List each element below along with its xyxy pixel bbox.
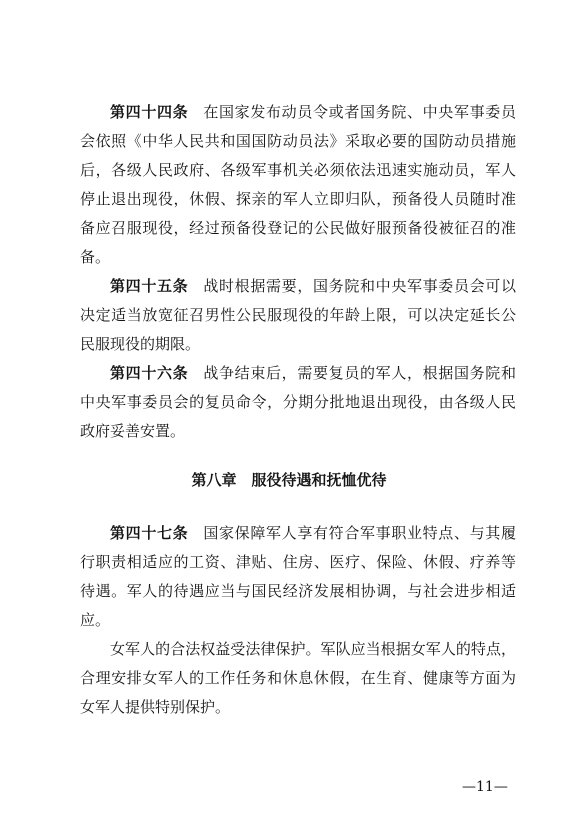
line-text: 女军人提供特别保护。 xyxy=(80,698,231,716)
line-text: 待遇。军人的待遇应当与国民经济发展相协调，与社会进步相适 xyxy=(80,582,516,600)
line-text: 备应召服现役，经过预备役登记的公民做好服预备役被征召的准 xyxy=(80,219,516,237)
paragraph-line xyxy=(80,127,516,156)
line-text: 备。 xyxy=(80,248,111,266)
line-text: 应。 xyxy=(80,611,111,629)
article-label: 第四十五条 xyxy=(110,277,189,295)
article-label: 第四十四条 xyxy=(110,103,189,121)
paragraph-line xyxy=(80,272,516,301)
document-body xyxy=(80,98,516,722)
paragraph-line xyxy=(80,98,516,127)
paragraph-line xyxy=(80,243,516,272)
paragraph-line xyxy=(80,577,516,606)
article-paragraph xyxy=(80,98,516,272)
line-text: 会依照《中华人民共和国国防动员法》采取必要的国防动员措施 xyxy=(80,132,516,150)
articles-before-chapter xyxy=(80,98,516,446)
line-text: 行职责相适应的工资、津贴、住房、医疗、保险、休假、疗养等 xyxy=(80,553,516,571)
line-text: 停止退出现役，休假、探亲的军人立即归队，预备役人员随时准 xyxy=(80,190,516,208)
line-text: 在国家发布动员令或者国务院、中央军事委员 xyxy=(203,103,516,121)
paragraph-line xyxy=(80,664,516,693)
paragraph-line xyxy=(80,417,516,446)
article-paragraph xyxy=(80,519,516,635)
article-label: 第四十六条 xyxy=(110,364,189,382)
paragraph-line xyxy=(80,156,516,185)
article-label: 第四十七条 xyxy=(110,524,189,542)
paragraph-line xyxy=(80,214,516,243)
line-text: 战时根据需要，国务院和中央军事委员会可以 xyxy=(203,277,516,295)
line-text: 战争结束后，需要复员的军人，根据国务院和 xyxy=(203,364,516,382)
article-paragraph xyxy=(80,359,516,446)
line-text: 合理安排女军人的工作任务和休息休假，在生育、健康等方面为 xyxy=(80,669,516,687)
paragraph-line xyxy=(80,519,516,548)
paragraph-line xyxy=(80,185,516,214)
paragraph-line xyxy=(80,388,516,417)
line-text: 国家保障军人享有符合军事职业特点、与其履 xyxy=(203,524,516,542)
paragraph-line xyxy=(80,359,516,388)
line-text: 女军人的合法权益受法律保护。军队应当根据女军人的特点， xyxy=(110,640,516,658)
line-text: 中央军事委员会的复员命令，分期分批地退出现役，由各级人民 xyxy=(80,393,516,411)
chapter-paragraphs xyxy=(80,519,516,722)
line-text: 政府妥善安置。 xyxy=(80,422,186,440)
paragraph-line xyxy=(80,301,516,330)
article-paragraph xyxy=(80,635,516,722)
line-text: 民服现役的期限。 xyxy=(80,335,201,353)
chapter-heading: 第八章 服役待遇和抚恤优待 xyxy=(191,471,387,489)
line-text: 后，各级人民政府、各级军事机关必须依法迅速实施动员，军人 xyxy=(80,161,516,179)
paragraph-line xyxy=(80,606,516,635)
page-number: —11— xyxy=(462,779,508,795)
paragraph-line xyxy=(80,635,516,664)
paragraph-line xyxy=(80,548,516,577)
paragraph-line xyxy=(80,693,516,722)
line-text: 决定适当放宽征召男性公民服现役的年龄上限，可以决定延长公 xyxy=(80,306,516,324)
article-paragraph xyxy=(80,272,516,359)
paragraph-line xyxy=(80,330,516,359)
